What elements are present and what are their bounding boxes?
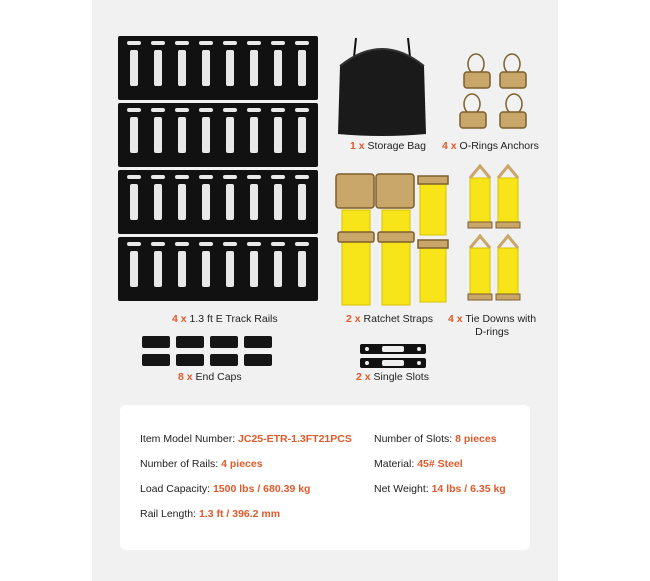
rail-slot <box>274 117 282 153</box>
o-ring-anchors-image <box>456 50 540 134</box>
rail-slot <box>226 184 234 220</box>
e-track-rail <box>118 103 318 167</box>
rail-hole <box>271 108 285 112</box>
rail-slot <box>226 50 234 86</box>
rail-slot <box>298 50 306 86</box>
rail-slot <box>250 184 258 220</box>
label-ratchet-straps: 2 x Ratchet Straps <box>346 313 433 325</box>
rail-hole <box>175 242 189 246</box>
rail-slot <box>274 184 282 220</box>
rail-slot <box>226 117 234 153</box>
rail-hole <box>151 41 165 45</box>
rail-slot <box>178 184 186 220</box>
label-o-rings-anchors: 4 x O-Rings Anchors <box>442 140 539 152</box>
spec-slots: Number of Slots: 8 pieces <box>374 433 497 445</box>
rail-hole <box>295 242 309 246</box>
rail-slot <box>130 117 138 153</box>
rail-hole <box>295 175 309 179</box>
label-single-slots: 2 x Single Slots <box>356 371 429 383</box>
rail-slot <box>226 251 234 287</box>
rail-slot <box>130 50 138 86</box>
rail-slot <box>298 184 306 220</box>
rail-hole <box>247 41 261 45</box>
rail-hole <box>223 175 237 179</box>
rail-slot <box>202 117 210 153</box>
rail-hole <box>199 242 213 246</box>
rail-hole <box>271 242 285 246</box>
rail-hole <box>127 108 141 112</box>
label-end-caps: 8 x End Caps <box>178 371 242 383</box>
rail-hole <box>247 175 261 179</box>
single-slots-image <box>360 344 426 368</box>
rail-hole <box>175 175 189 179</box>
rail-hole <box>223 41 237 45</box>
rail-slot <box>154 50 162 86</box>
rail-hole <box>199 41 213 45</box>
e-track-rail <box>118 237 318 301</box>
rail-hole <box>151 242 165 246</box>
rail-hole <box>175 108 189 112</box>
e-track-rail <box>118 170 318 234</box>
rail-slot <box>130 251 138 287</box>
rail-hole <box>247 242 261 246</box>
rail-hole <box>271 175 285 179</box>
e-track-rail <box>118 36 318 100</box>
spec-weight: Net Weight: 14 lbs / 6.35 kg <box>374 483 506 495</box>
rail-slot <box>274 251 282 287</box>
rail-hole <box>295 108 309 112</box>
rail-slot <box>178 251 186 287</box>
rail-hole <box>151 175 165 179</box>
spec-rails: Number of Rails: 4 pieces <box>140 458 263 470</box>
rail-hole <box>175 41 189 45</box>
rail-slot <box>178 117 186 153</box>
rail-hole <box>127 175 141 179</box>
e-track-rails-image <box>118 36 320 306</box>
rail-slot <box>298 251 306 287</box>
end-caps-image <box>140 334 280 370</box>
rail-slot <box>178 50 186 86</box>
rail-hole <box>127 41 141 45</box>
rail-slot <box>250 251 258 287</box>
spec-model: Item Model Number: JC25-ETR-1.3FT21PCS <box>140 433 352 445</box>
label-storage-bag: 1 x Storage Bag <box>350 140 426 152</box>
rail-slot <box>130 184 138 220</box>
rail-hole <box>271 41 285 45</box>
rail-slot <box>202 251 210 287</box>
spec-length: Rail Length: 1.3 ft / 396.2 mm <box>140 508 281 520</box>
rail-slot <box>202 50 210 86</box>
rail-hole <box>223 108 237 112</box>
rail-hole <box>199 108 213 112</box>
rail-hole <box>247 108 261 112</box>
spec-card <box>120 405 530 550</box>
rail-slot <box>154 251 162 287</box>
spec-capacity: Load Capacity: 1500 lbs / 680.39 kg <box>140 483 311 495</box>
rail-hole <box>127 242 141 246</box>
rail-slot <box>154 117 162 153</box>
tie-downs-image <box>464 166 524 306</box>
rail-slot <box>298 117 306 153</box>
label-e-track-rails: 4 x 1.3 ft E Track Rails <box>172 313 278 325</box>
rail-slot <box>250 50 258 86</box>
rail-hole <box>151 108 165 112</box>
spec-material: Material: 45# Steel <box>374 458 463 470</box>
rail-slot <box>274 50 282 86</box>
rail-hole <box>223 242 237 246</box>
label-tie-downs: 4 x Tie Downs with D-rings <box>448 313 537 338</box>
rail-slot <box>202 184 210 220</box>
rail-hole <box>295 41 309 45</box>
storage-bag-image <box>326 38 438 138</box>
rail-slot <box>154 184 162 220</box>
rail-slot <box>250 117 258 153</box>
ratchet-straps-image <box>332 170 452 305</box>
rail-hole <box>199 175 213 179</box>
